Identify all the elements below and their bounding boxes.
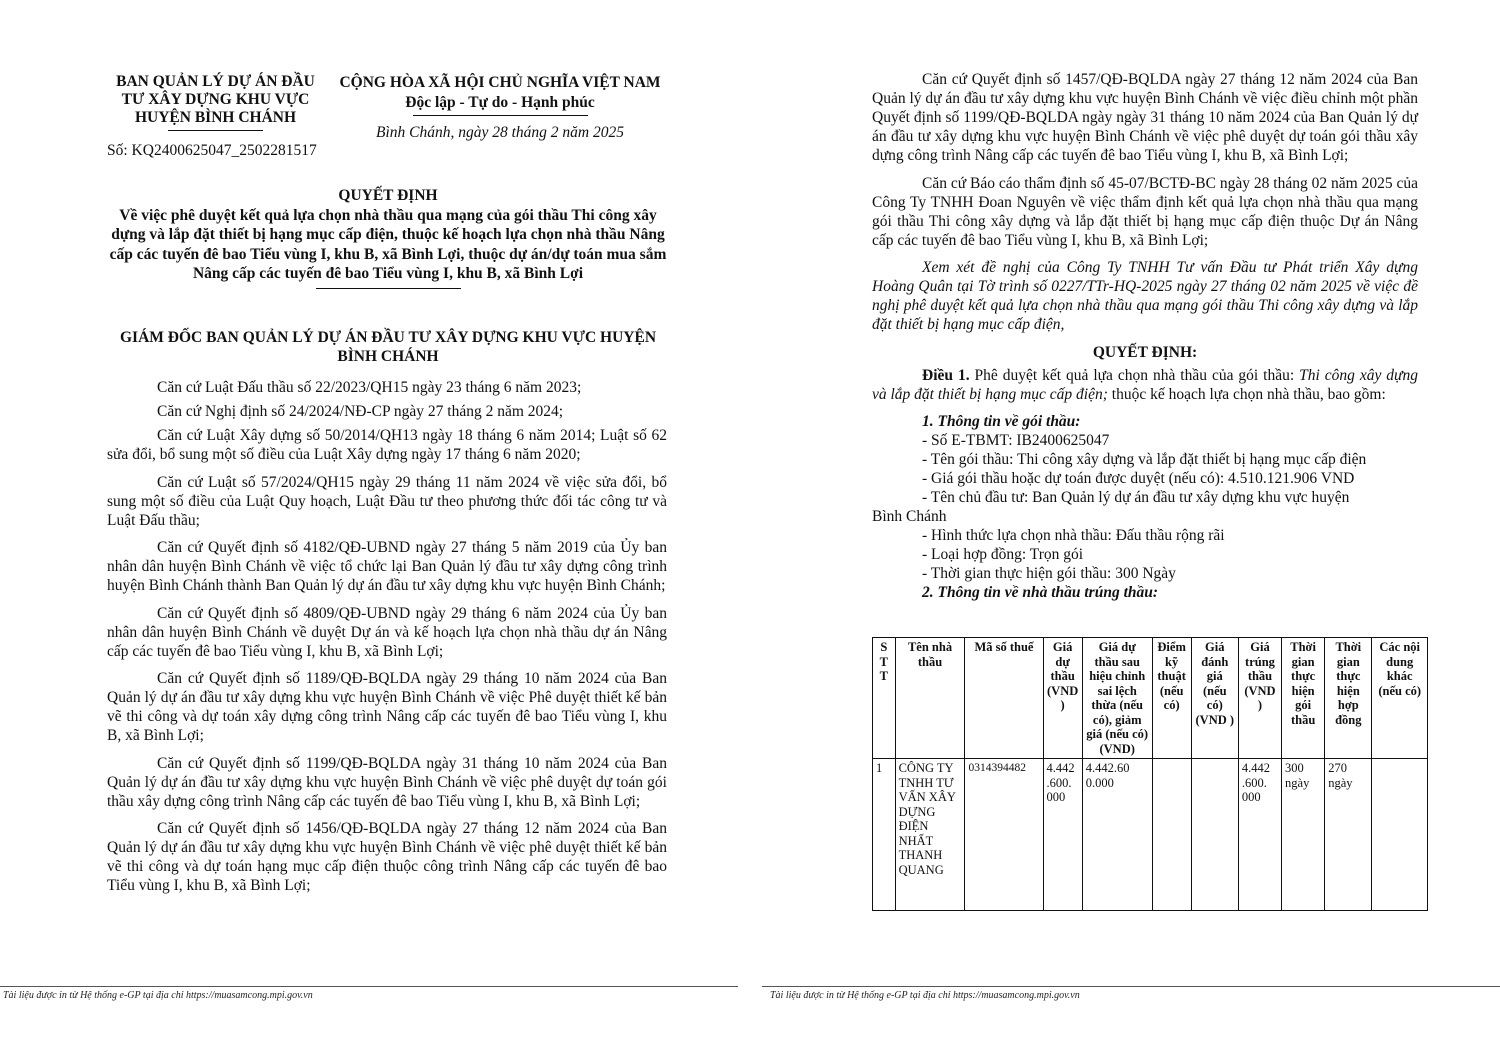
winning-bidder-table: [872, 637, 1428, 911]
article-1-label: Điều 1.: [922, 366, 970, 384]
footer-divider: [0, 986, 738, 987]
agency-line-2: TƯ XÂY DỰNG KHU VỰC: [121, 91, 310, 108]
col-header: Giá dự thầu sau hiệu chỉnh sai lệch thừa (nếu có), giảm giá (nếu có) (VND): [1082, 638, 1152, 759]
info-duration: - Thời gian thực hiện gói thầu: 300 Ngày: [922, 565, 1176, 582]
cell-tech-score: [1152, 759, 1191, 911]
info-package-name: - Tên gói thầu: Thi công xây dựng và lắp đặt thiết bị hạng mục cấp điện: [922, 451, 1367, 468]
cell-adjusted-bid: 4.442.60 0.000: [1082, 759, 1152, 911]
info-investor-cont: Bình Chánh: [872, 508, 947, 525]
cell-other: [1372, 759, 1428, 911]
article-1-text: Phê duyệt kết quả lựa chọn nhà thầu của gói thầu:: [969, 366, 1300, 384]
director-heading: GIÁM ĐỐC BAN QUẢN LÝ DỰ ÁN ĐẦU TƯ XÂY DỰNG KHU VỰC HUYỆN BÌNH CHÁNH: [119, 329, 657, 365]
legal-basis: Căn cứ Quyết định số 4182/QĐ-UBND ngày 27 tháng 5 năm 2019 của Ủy ban nhân dân huyện Bình Chánh về việc tổ chức lại Ban Quản lý đầu tư xây dựng công trình huyện Bình Chánh thành Ban Quản lý dự án đầu tư xây dựng khu vực huyện Bình Chánh;: [107, 539, 667, 594]
info-contract-type: - Loại hợp đồng: Trọn gói: [922, 546, 1084, 563]
cell-tax-code: 0314394482: [965, 759, 1043, 911]
section-1-title: 1. Thông tin về gói thầu:: [922, 413, 1081, 430]
article-1: [872, 366, 1418, 404]
cell-evaluated-price: [1191, 759, 1238, 911]
page-2-body: [872, 70, 1418, 602]
subject-underline: [316, 288, 461, 289]
info-investor: - Tên chủ đầu tư: Ban Quản lý dự án đầu tư xây dựng khu vực huyện: [922, 489, 1350, 506]
info-package-price: - Giá gói thầu hoặc dự toán được duyệt (nếu có): 4.510.121.906 VND: [922, 470, 1355, 487]
document-page-1: [0, 0, 740, 1042]
legal-basis: Căn cứ Quyết định số 1199/QĐ-BQLDA ngày 31 tháng 10 năm 2024 của Ban Quản lý dự án đầu tư xây dựng khu vực huyện Bình Chánh về việc phê duyệt dự toán gói thầu xây dựng công trình Nâng cấp các tuyến đê bao Tiểu vùng I, khu B, xã Bình Lợi;: [107, 754, 667, 810]
cell-contractor-name: CÔNG TY TNHH TƯ VẤN XÂY DỰNG ĐIỆN NHẤT THANH QUANG: [895, 759, 965, 911]
document-page-2: [762, 0, 1500, 1042]
article-1-tail: thuộc kế hoạch lựa chọn nhà thầu, bao gồm:: [1107, 385, 1386, 403]
footer-note: Tài liệu được in từ Hệ thống e-GP tại địa chỉ https://muasamcong.mpi.gov.vn: [3, 990, 313, 1001]
legal-basis: Căn cứ Quyết định số 1457/QĐ-BQLDA ngày 27 tháng 12 năm 2024 của Ban Quản lý dự án đầu tư xây dựng khu vực huyện Bình Chánh về việc điều chỉnh một phần Quyết định số 1199/QĐ-BQLDA ngày ngày 31 tháng 10 năm 2024 của Ban Quản lý dự án đầu tư xây dựng khu vực huyện Bình Chánh về việc phê duyệt dự toán gói thầu xây dựng công trình Nâng cấp các tuyến đê bao Tiểu vùng I, khu B, xã Bình Lợi;: [872, 71, 1418, 164]
legal-basis: Căn cứ Quyết định số 4809/QĐ-UBND ngày 29 tháng 6 năm 2024 của Ủy ban nhân dân huyện Bình Chánh về duyệt Dự án và kế hoạch lựa chọn nhà thầu dự án Nâng cấp các tuyến đê bao Tiểu vùng I, khu B, xã Bình Lợi;: [107, 604, 667, 660]
legal-basis: Căn cứ Luật số 57/2024/QH15 ngày 29 tháng 11 năm 2024 về việc sửa đổi, bổ sung một số điều của Luật Quy hoạch, Luật Đầu tư theo phương thức đối tác công tư và Luật Đấu thầu;: [107, 473, 667, 529]
col-header: Giá trúng thầu (VND ): [1238, 638, 1281, 759]
decision-heading: QUYẾT ĐỊNH:: [1092, 343, 1198, 361]
col-header: Thời gian thực hiện gói thầu: [1282, 638, 1325, 759]
cell-winning-price: 4.442 .600. 000: [1238, 759, 1281, 911]
col-header: S T T: [873, 638, 896, 759]
cell-contract-time: 270 ngày: [1325, 759, 1372, 911]
decision-title-block: [108, 186, 668, 289]
legal-basis: Căn cứ Quyết định số 1456/QĐ-BQLDA ngày 27 tháng 12 năm 2024 của Ban Quản lý dự án đầu tư xây dựng khu vực huyện Bình Chánh về việc phê duyệt thiết kế bản vẽ thi công và dự toán hạng mục cấp điện thuộc công trình Nâng cấp các tuyến đê bao Tiểu vùng I, khu B, xã Bình Lợi;: [107, 820, 667, 894]
agency-header: [108, 73, 323, 131]
agency-line-3: HUYỆN BÌNH CHÁNH: [134, 109, 297, 126]
footer-note: Tài liệu được in từ Hệ thống e-GP tại địa chỉ https://muasamcong.mpi.gov.vn: [770, 990, 1080, 1001]
proposal-paragraph: Xem xét đề nghị của Công Ty TNHH Tư vấn Đầu tư Phát triển Xây dựng Hoàng Quân tại Tờ trình số 0227/TTr-HQ-2025 ngày 27 tháng 02 năm 2025 về việc đề nghị phê duyệt kết quả lựa chọn nhà thầu qua mạng gói thầu Thi công xây dựng và lắp đặt thiết bị hạng mục cấp điện,: [872, 259, 1418, 333]
document-number: Số: KQ2400625047_2502281517: [107, 142, 317, 159]
agency-underline: [168, 130, 263, 131]
motto-underline: [413, 115, 588, 116]
footer-divider: [762, 986, 1500, 987]
table-row: [873, 759, 1428, 911]
article-1-package: Thi công xây dựng và lắp đặt thiết bị hạng mục cấp điện;: [872, 366, 1418, 403]
legal-basis: Căn cứ Luật Xây dựng số 50/2014/QH13 ngày 18 tháng 6 năm 2014; Luật số 62 sửa đổi, bổ sung một số điều của Luật Xây dựng ngày 17 tháng 6 năm 2020;: [107, 427, 667, 463]
national-header: [330, 73, 670, 116]
info-method: - Hình thức lựa chọn nhà thầu: Đấu thầu rộng rãi: [922, 527, 1225, 544]
legal-basis: Căn cứ Quyết định số 1189/QĐ-BQLDA ngày 29 tháng 10 năm 2024 của Ban Quản lý dự án đầu tư xây dựng khu vực huyện Bình Chánh về việc Phê duyệt thiết kế bản vẽ thi công và dự toán xây dựng công trình Nâng cấp các tuyến đê bao Tiểu vùng I, khu B, xã Bình Lợi;: [107, 670, 667, 744]
decision-title: QUYẾT ĐỊNH: [338, 187, 438, 204]
issue-date: Bình Chánh, ngày 28 tháng 2 năm 2025: [376, 124, 624, 141]
legal-basis: Căn cứ Luật Đấu thầu số 22/2023/QH15 ngày 23 tháng 6 năm 2023;: [157, 379, 582, 396]
section-2-title: 2. Thông tin về nhà thầu trúng thầu:: [922, 584, 1159, 601]
info-etbmt: - Số E-TBMT: IB2400625047: [922, 432, 1110, 449]
national-motto: Độc lập - Tự do - Hạnh phúc: [405, 94, 595, 111]
decision-subject: Về việc phê duyệt kết quả lựa chọn nhà thầu qua mạng của gói thầu Thi công xây dựng và lắp đặt thiết bị hạng mục cấp điện, thuộc kế hoạch lựa chọn nhà thầu Nâng cấp các tuyến đê bao Tiểu vùng I, khu B, xã Bình Lợi, thuộc dự án/dự toán mua sắm Nâng cấp các tuyến đê bao Tiểu vùng I, khu B, xã Bình Lợi: [109, 206, 667, 282]
col-header: Tên nhà thầu: [895, 638, 965, 759]
cell-package-time: 300 ngày: [1282, 759, 1325, 911]
agency-line-1: BAN QUẢN LÝ DỰ ÁN ĐẦU: [116, 73, 315, 90]
col-header: Thời gian thực hiện hợp đồng: [1325, 638, 1372, 759]
cell-bid-price: 4.442 .600. 000: [1043, 759, 1082, 911]
national-title: CỘNG HÒA XÃ HỘI CHỦ NGHĨA VIỆT NAM: [339, 74, 661, 91]
legal-basis: Căn cứ Nghị định số 24/2024/NĐ-CP ngày 27 tháng 2 năm 2024;: [157, 403, 564, 420]
col-header: Mã số thuế: [965, 638, 1043, 759]
legal-basis: Căn cứ Báo cáo thẩm định số 45-07/BCTĐ-BC ngày 28 tháng 02 năm 2025 của Công Ty TNHH Đoan Nguyên về việc thẩm định kết quả lựa chọn nhà thầu qua mạng gói thầu Thi công xây dựng và lắp đặt thiết bị hạng mục cấp điện thuộc Dự án Nâng cấp các tuyến đê bao Tiểu vùng I, khu B, xã Bình Lợi;: [872, 174, 1418, 249]
col-header: Giá dự thầu (VND ): [1043, 638, 1082, 759]
col-header: Giá đánh giá (nếu có) (VND ): [1191, 638, 1238, 759]
table-header-row: [873, 638, 1428, 759]
cell-stt: 1: [873, 759, 896, 911]
col-header: Điểm kỹ thuật (nếu có): [1152, 638, 1191, 759]
col-header: Các nội dung khác (nếu có): [1372, 638, 1428, 759]
legal-bases-left: [107, 378, 667, 904]
